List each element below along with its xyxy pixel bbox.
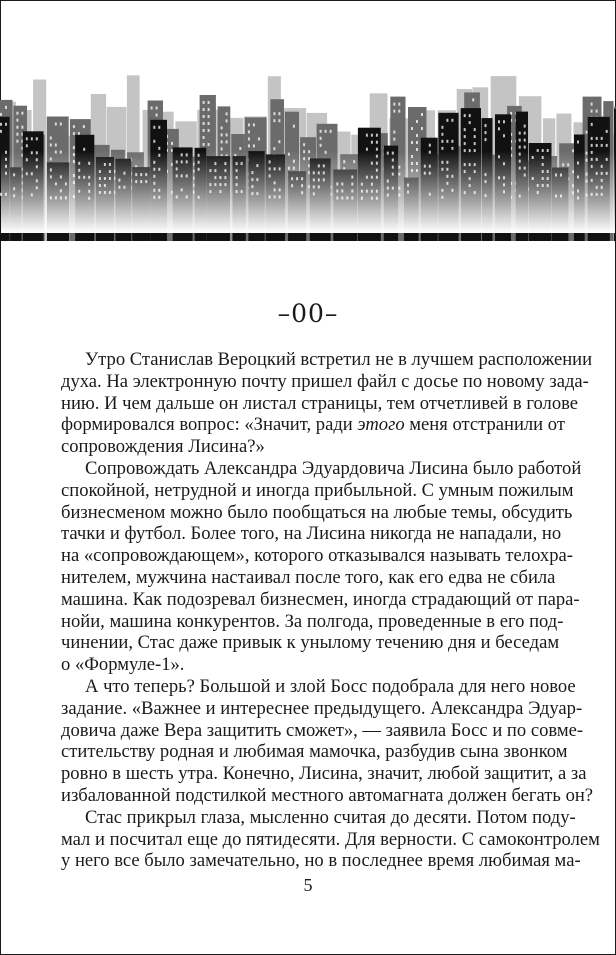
text-line: Сопровождать Александра Эдуардовича Лисина было работой	[85, 457, 582, 479]
text-line: сопровождения Лисина?»	[61, 436, 265, 458]
text-line: ровно в шесть утра. Конечно, Лисина, значит, любой защитит, а за	[61, 763, 587, 785]
text-line: нителем, мужчина настаивал после того, как его едва не сбила	[61, 566, 556, 588]
city-skyline-illustration	[1, 1, 615, 233]
page-number: 5	[303, 875, 313, 895]
text-line: духа. На электронную почту пришел файл с досье по новому зада-	[61, 370, 589, 392]
text-line: Утро Станислав Вероцкий встретил не в лучшем расположении	[85, 349, 593, 370]
text-line: Стас прикрыл глаза, мысленно считая до десяти. Потом поду-	[85, 806, 576, 828]
text-line: спокойной, нетрудной и иногда прибыльной. С умным пожилым	[61, 479, 574, 501]
text-line: чинении, Стас даже привык к унылому течению дня и беседам	[61, 632, 560, 654]
text-line: бизнесменом можно было пообщаться на любые темы, обсудить	[61, 501, 573, 523]
text-line: довича даже Вера защитить сможет», — заявила Босс и по совме-	[61, 719, 584, 741]
text-line: стительству родная и любимая мамочка, разбудив сына звонком	[61, 741, 568, 763]
text-line: А что теперь? Большой и злой Босс подобрала для него новое	[85, 675, 576, 697]
text-line: избалованной подстилкой местного автомагната должен бегать он?	[61, 784, 594, 806]
text-line: формировался вопрос: «Значит, ради этого меня отстранили от	[61, 414, 565, 436]
body-text	[61, 349, 600, 872]
text-line: на «сопровождающем», которого отказывался называть телохра-	[61, 545, 573, 567]
text-line: нию. И чем дальше он листал страницы, тем отчетливей в голове	[61, 392, 579, 414]
text-line: задание. «Важнее и интереснее предыдущего. Александра Эдуар-	[61, 697, 583, 719]
emphasis: этого	[357, 414, 405, 436]
text-line: машина. Как подозревал бизнесмен, иногда страдающий от пара-	[61, 588, 580, 610]
text-line: о «Формуле-1».	[61, 654, 185, 676]
text-line: тачки и футбол. Более того, на Лисина никогда не нападали, но	[61, 523, 562, 545]
text-line: у него все было замечательно, но в последнее время любимая ма-	[61, 850, 581, 872]
text-line: мал и посчитал еще до пятидесяти. Для верности. С самоконтролем	[61, 828, 600, 850]
text-line: нойи, машина конкурентов. За полгода, проведенные в его под-	[61, 610, 564, 632]
chapter-title: –00–	[277, 299, 339, 328]
